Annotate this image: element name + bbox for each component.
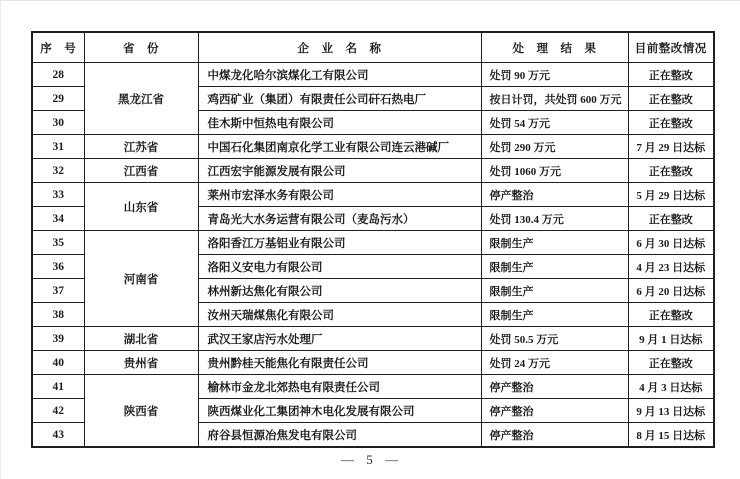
status-cell: 4 月 23 日达标 <box>628 255 714 279</box>
result-cell: 停产整治 <box>481 399 628 423</box>
status-cell: 正在整改 <box>628 303 714 327</box>
header-rectification-status: 目前整改情况 <box>628 32 714 63</box>
status-cell: 5 月 29 日达标 <box>628 183 714 207</box>
province-cell: 湖北省 <box>84 327 198 351</box>
result-cell: 处罚 130.4 万元 <box>481 207 628 231</box>
result-cell: 停产整治 <box>481 183 628 207</box>
result-cell: 停产整治 <box>481 423 628 448</box>
header-company-name: 企 业 名 称 <box>198 32 481 63</box>
company-cell: 府谷县恒源冶焦发电有限公司 <box>198 423 481 448</box>
serial-cell: 39 <box>32 327 84 351</box>
table-row <box>32 351 714 375</box>
province-cell: 山东省 <box>84 183 198 231</box>
company-cell: 洛阳义安电力有限公司 <box>198 255 481 279</box>
table-row <box>32 375 714 399</box>
result-cell: 处罚 50.5 万元 <box>481 327 628 351</box>
company-cell: 青岛光大水务运营有限公司（麦岛污水） <box>198 207 481 231</box>
province-cell: 河南省 <box>84 231 198 327</box>
serial-cell: 28 <box>32 63 84 87</box>
table-row <box>32 63 714 87</box>
serial-cell: 31 <box>32 135 84 159</box>
province-cell: 黑龙江省 <box>84 63 198 135</box>
result-cell: 限制生产 <box>481 231 628 255</box>
result-cell: 停产整治 <box>481 375 628 399</box>
table-row <box>32 327 714 351</box>
serial-cell: 38 <box>32 303 84 327</box>
serial-cell: 29 <box>32 87 84 111</box>
result-cell: 限制生产 <box>481 303 628 327</box>
status-cell: 正在整改 <box>628 63 714 87</box>
company-cell: 洛阳香江万基铝业有限公司 <box>198 231 481 255</box>
province-cell: 陕西省 <box>84 375 198 448</box>
status-cell: 9 月 13 日达标 <box>628 399 714 423</box>
page-number: — 5 — <box>341 452 400 467</box>
province-cell: 江苏省 <box>84 135 198 159</box>
serial-cell: 41 <box>32 375 84 399</box>
result-cell: 处罚 90 万元 <box>481 63 628 87</box>
serial-cell: 37 <box>32 279 84 303</box>
table-row <box>32 183 714 207</box>
company-cell: 中国石化集团南京化学工业有限公司连云港碱厂 <box>198 135 481 159</box>
status-cell: 4 月 3 日达标 <box>628 375 714 399</box>
company-cell: 江西宏宇能源发展有限公司 <box>198 159 481 183</box>
serial-cell: 32 <box>32 159 84 183</box>
serial-cell: 34 <box>32 207 84 231</box>
serial-cell: 40 <box>32 351 84 375</box>
company-cell: 汝州天瑞煤焦化有限公司 <box>198 303 481 327</box>
header-province: 省 份 <box>84 32 198 63</box>
status-cell: 正在整改 <box>628 111 714 135</box>
result-cell: 处罚 1060 万元 <box>481 159 628 183</box>
table-row <box>32 135 714 159</box>
result-cell: 限制生产 <box>481 279 628 303</box>
company-cell: 佳木斯中恒热电有限公司 <box>198 111 481 135</box>
table-row <box>32 231 714 255</box>
result-cell: 处罚 290 万元 <box>481 135 628 159</box>
status-cell: 8 月 15 日达标 <box>628 423 714 448</box>
status-cell: 正在整改 <box>628 87 714 111</box>
status-cell: 6 月 20 日达标 <box>628 279 714 303</box>
table-header-row <box>32 32 714 63</box>
province-cell: 贵州省 <box>84 351 198 375</box>
company-cell: 林州新达焦化有限公司 <box>198 279 481 303</box>
result-cell: 限制生产 <box>481 255 628 279</box>
result-cell: 处罚 54 万元 <box>481 111 628 135</box>
province-cell: 江西省 <box>84 159 198 183</box>
table-row <box>32 159 714 183</box>
serial-cell: 43 <box>32 423 84 448</box>
company-cell: 贵州黔桂天能焦化有限责任公司 <box>198 351 481 375</box>
serial-cell: 36 <box>32 255 84 279</box>
status-cell: 正在整改 <box>628 207 714 231</box>
company-cell: 武汉王家店污水处理厂 <box>198 327 481 351</box>
serial-cell: 35 <box>32 231 84 255</box>
serial-cell: 30 <box>32 111 84 135</box>
serial-cell: 42 <box>32 399 84 423</box>
company-cell: 榆林市金龙北郊热电有限责任公司 <box>198 375 481 399</box>
status-cell: 9 月 1 日达标 <box>628 327 714 351</box>
result-cell: 处罚 24 万元 <box>481 351 628 375</box>
header-serial-number: 序 号 <box>32 32 84 63</box>
status-cell: 正在整改 <box>628 351 714 375</box>
company-cell: 莱州市宏泽水务有限公司 <box>198 183 481 207</box>
serial-cell: 33 <box>32 183 84 207</box>
company-cell: 中煤龙化哈尔滨煤化工有限公司 <box>198 63 481 87</box>
company-cell: 陕西煤业化工集团神木电化发展有限公司 <box>198 399 481 423</box>
company-cell: 鸡西矿业（集团）有限责任公司矸石热电厂 <box>198 87 481 111</box>
result-cell: 按日计罚，共处罚 600 万元 <box>481 87 628 111</box>
status-cell: 7 月 29 日达标 <box>628 135 714 159</box>
status-cell: 正在整改 <box>628 159 714 183</box>
enterprise-rectification-table <box>31 31 715 448</box>
header-handling-result: 处 理 结 果 <box>481 32 628 63</box>
status-cell: 6 月 30 日达标 <box>628 231 714 255</box>
